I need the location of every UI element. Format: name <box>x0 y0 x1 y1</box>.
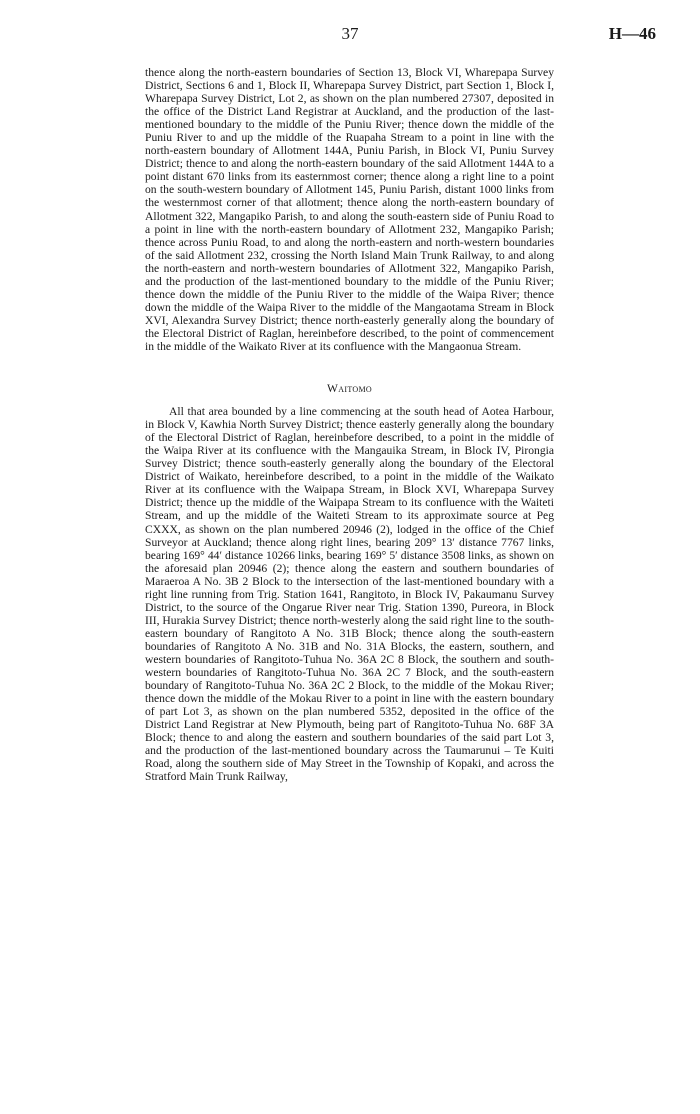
section-heading-waitomo: Waitomo <box>327 382 372 396</box>
page-number: 37 <box>341 24 359 43</box>
page-header <box>0 24 700 48</box>
document-reference: H—46 <box>608 24 656 43</box>
continuation-paragraph: thence along the north-eastern boundaries of Section 13, Block VI, Wharepapa Survey District, Sections 6 and 1, Block II, Wharepapa Survey District, part Section 1, Block I, Wharepapa Survey District, Lot 2, as shown on the plan numbered 27307, deposited in the office of the District Land Registrar at Auckland, and the production of the last-mentioned boundary to the middle of the Puniu River; thence down the middle of the Puniu River to and up the middle of the Ruapaha Stream to a point in line with the north-eastern boundary of Allotment 144A, Puniu Parish, in Block VI, Puniu Survey District; thence to and along the north-eastern boundary of the said Allotment 144A to a point distant 670 links from its easternmost corner; thence along a right line to a point on the south-western boundary of Allotment 145, Puniu Parish, distant 1000 links from the westernmost corner of that allotment; thence along the north-eastern boundary of Allotment 322, Mangapiko Parish, to and along the south-eastern side of Puniu Road to a point in line with the north-eastern boundary of Allotment 232, Mangapiko Parish; thence across Puniu Road, to and along the north-eastern and north-western boundaries of the said Allotment 232, crossing the North Island Main Trunk Railway, to and along the north-eastern and north-western boundaries of Allotment 322, Mangapiko Parish, and the production of the last-mentioned boundary to the middle of the Puniu River; thence down the middle of the Puniu River to the middle of the Waipa River; thence down the middle of the Waipa River to the middle of the Mangaotama Stream in Block XVI, Alexandra Survey District; thence north-easterly generally along the boundary of the Electoral District of Raglan, hereinbefore described, to the point of commencement in the middle of the Waikato River at its confluence with the Mangaonua Stream. <box>145 66 554 353</box>
waitomo-paragraph: All that area bounded by a line commencing at the south head of Aotea Harbour, in Block V, Kawhia North Survey District; thence easterly generally along the boundary of the Electoral District of Raglan, hereinbefore described, to a point in the middle of the Waipa River at its confluence with the Mangauika Stream, in Block IV, Pirongia Survey District; thence south-easterly generally along the boundary of the Electoral District of Waikato, hereinbefore described, to a point in the middle of the Waikato River at its confluence with the Waipapa Stream, in Block XVI, Wharepapa Survey District; thence up the middle of the Waipapa Stream to its confluence with the Waiteti Stream, and up the middle of the Waiteti Stream to its approximate source at Peg CXXX, as shown on the plan numbered 20946 (2), lodged in the office of the Chief Surveyor at Auckland; thence along right lines, bearing 209° 13′ distance 7767 links, bearing 169° 44′ distance 10266 links, bearing 169° 5′ distance 3508 links, as shown on the aforesaid plan 20946 (2); thence along the eastern and southern boundaries of Maraeroa A No. 3B 2 Block to the intersection of the last-mentioned boundary with a right line running from Trig. Station 1641, Rangitoto, in Block IV, Pakaumanu Survey District, to the source of the Ongarue River near Trig. Station 1390, Pureora, in Block III, Hurakia Survey District; thence north-westerly along the said right line to the south-eastern boundary of Rangitoto A No. 31B Block; thence along the south-eastern boundaries of Rangitoto A No. 31B and No. 31A Blocks, the eastern, southern, and western boundaries of Rangitoto-Tuhua No. 36A 2C 8 Block, the southern and south-western boundaries of Rangitoto-Tuhua No. 36A 2C 7 Block, and the south-eastern boundary of Rangitoto-Tuhua No. 36A 2C 2 Block, to the middle of the Mokau River; thence down the middle of the Mokau River to a point in line with the eastern boundary of part Lot 3, as shown on the plan numbered 5352, deposited in the office of the District Land Registrar at New Plymouth, being part of Rangitoto-Tuhua No. 68F 3A Block; thence to and along the eastern and southern boundaries of the said part Lot 3, and the production of the last-mentioned boundary across the Taumarunui – Te Kuiti Road, along the southern side of May Street in the Township of Kopaki, and across the Stratford Main Trunk Railway, <box>145 405 554 784</box>
document-body <box>145 66 554 783</box>
